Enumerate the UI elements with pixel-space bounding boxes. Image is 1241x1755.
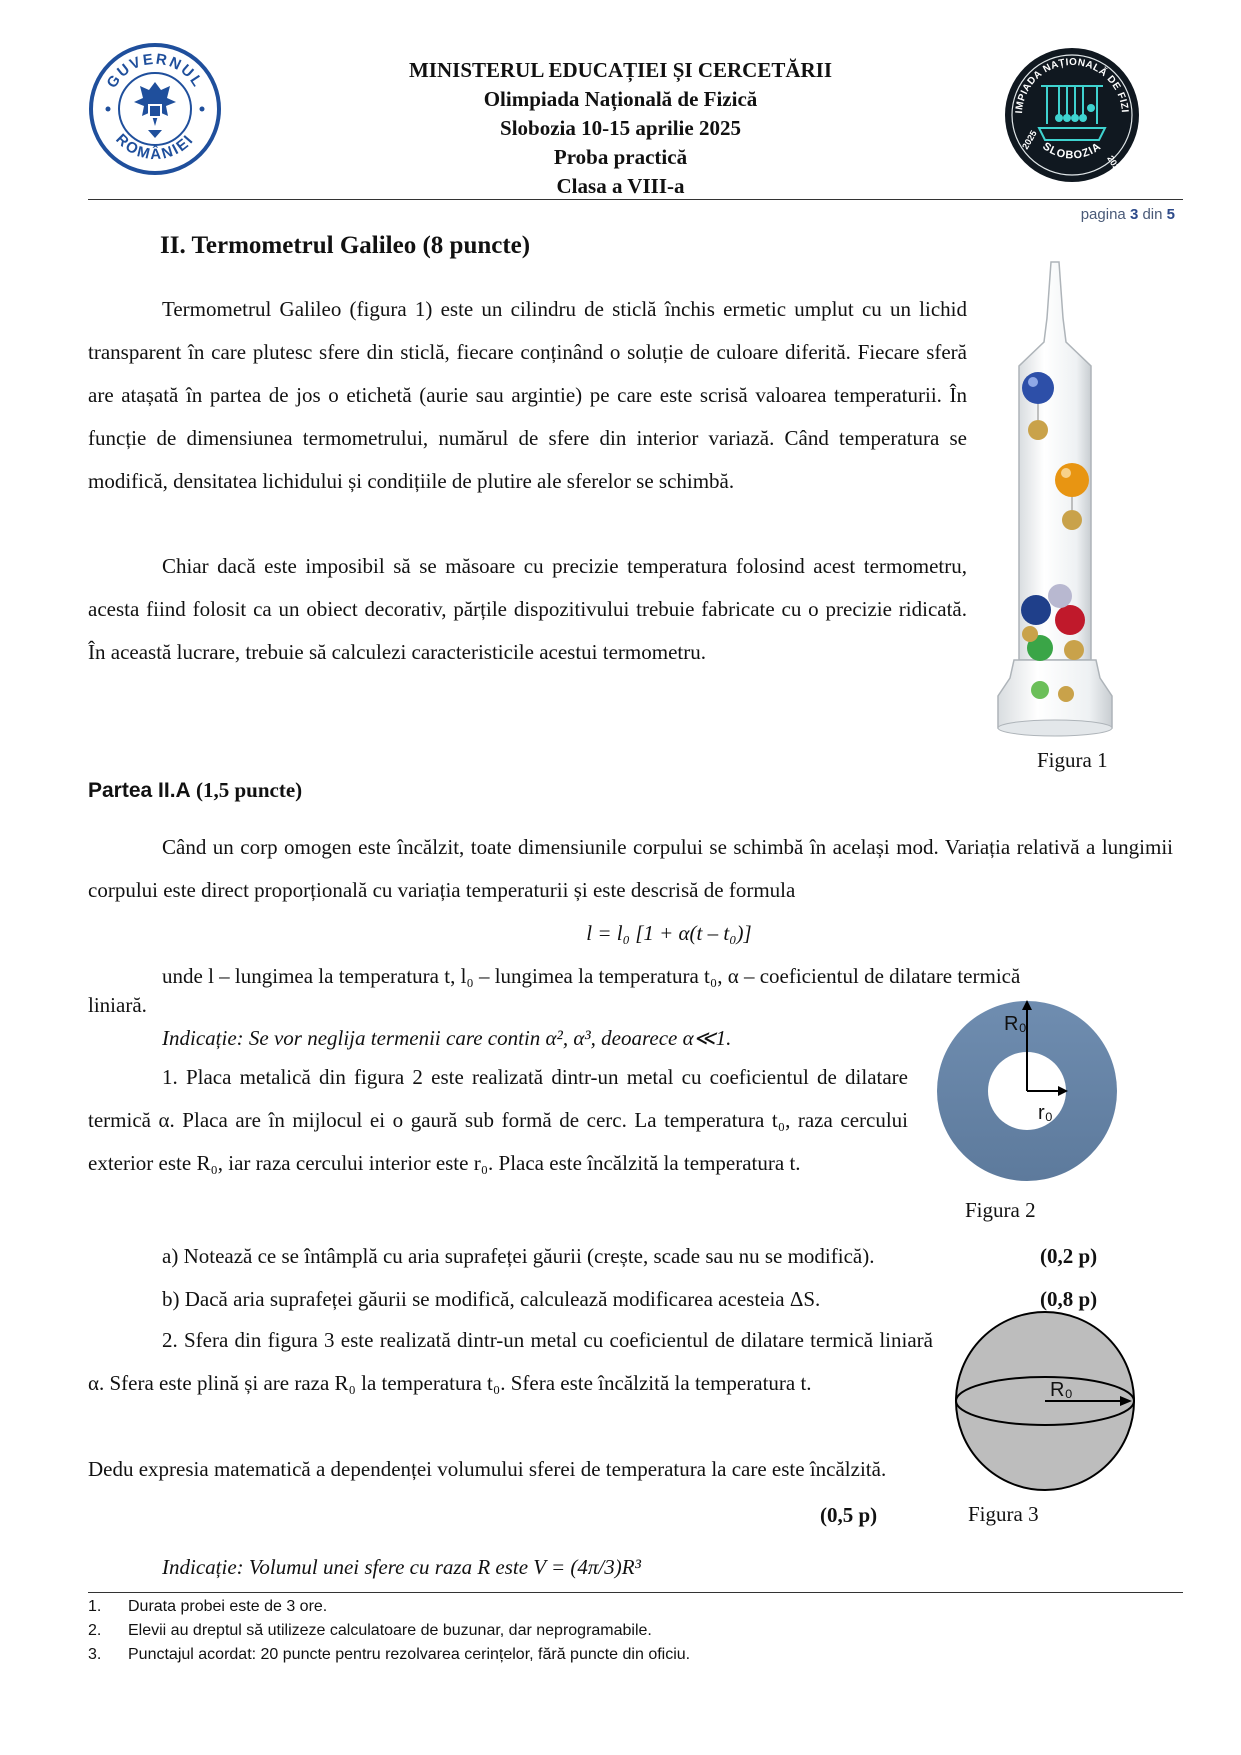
expansion-formula: l = l₀ [1 + α(t – t₀)] [586,921,752,945]
question-1-text: 1. Placa metalică din figura 2 este realizată dintr-un metal cu coeficientul de dilatare termică α. Placa are în mijlocul ei o gaură sub formă de cerc. La temperatura t₀, raza cercului exterior este R₀, iar raza cercului interior este r₀. Placa este încălzită la temperatura t. [88,1065,908,1175]
page-number: pagina 3 din 5 [1080,206,1175,223]
hint-1: Indicație: Se vor neglija termenii care contin α², α³, deoarece α≪1. [162,1026,732,1050]
question-1b: b) Dacă aria suprafeței găurii se modifică, calculează modificarea acesteia ΔS. [162,1287,821,1311]
svg-text:OLIMPIADA NAȚIONALĂ DE FIZICĂ: IMPIADA NAȚIONALĂ DE FIZI [1014,56,1130,114]
exam-type-heading: Proba practică [553,145,688,169]
question-1a: a) Notează ce se întâmplă cu aria suprafeței găurii (crește, scade sau nu se modifică). [162,1244,875,1268]
svg-text:r₀: r₀ [1038,1102,1053,1124]
svg-text:ROMÂNIEI: ROMÂNIEI [112,130,198,164]
svg-text:R₀: R₀ [1004,1013,1027,1035]
formula-legend-line-2: liniară. [88,993,147,1017]
figure-3-caption: Figura 3 [968,1502,1039,1526]
grade-heading: Clasa a VIII-a [556,174,685,198]
header-rule [88,199,1183,200]
hint-2: Indicație: Volumul unei sfere cu raza R este V = (4π/3)R³ [162,1555,641,1579]
ministry-heading: MINISTERUL EDUCAȚIEI ȘI CERCETĂRII [408,58,833,82]
sphere-figure [950,1306,1140,1496]
svg-text:GUVERNUL: GUVERNUL [103,50,207,92]
olympiad-logo [1003,46,1141,184]
section-title: II. Termometrul Galileo (8 puncte) [160,232,531,259]
galileo-thermometer-figure [980,258,1130,740]
footer-rule [88,1592,1183,1593]
question-2-points: (0,5 p) [820,1503,878,1527]
footnote-item: 2. Elevii au dreptul să utilizeze calculatoare de buzunar, dar neprogramabile. [88,1622,652,1639]
part-a-paragraph: Când un corp omogen este încălzit, toate dimensiunile corpului se schimbă în același mod. Variația relativă a lungimii corpului este direct proporțională cu variația temperaturii și este descrisă de formula [88,835,1173,902]
footnote-item: 1. Durata probei este de 3 ore. [88,1598,328,1615]
svg-text:2025: 2025 [1020,128,1039,151]
question-2-text: 2. Sfera din figura 3 este realizată dintr-un metal cu coeficientul de dilatare termică liniară α. Sfera este plină și are raza R₀ la temperatura t₀. Sfera este încălzită la temperatura t. [88,1328,933,1395]
footnote-item: 3. Punctajul acordat: 20 puncte pentru rezolvarea cerințelor, fără puncte din oficiu. [88,1646,691,1663]
svg-text:SLOBOZIA: SLOBOZIA [1040,140,1104,162]
question-2-text-2: Dedu expresia matematică a dependenței volumului sferei de temperatura la care este încălzită. [88,1457,887,1481]
svg-text:2025: 2025 [1105,153,1125,177]
formula-legend-line-1: unde l – lungimea la temperatura t, l₀ – lungimea la temperatura t₀, α – coeficientul de dilatare termică [162,964,1021,988]
part-a-title: Partea II.A (1,5 puncte) [88,778,303,802]
plate-with-hole-figure [932,996,1122,1186]
figure-1-caption: Figura 1 [1037,748,1108,772]
location-date-heading: Slobozia 10-15 aprilie 2025 [500,116,741,140]
figure-2-caption: Figura 2 [965,1198,1036,1222]
question-1a-points: (0,2 p) [1040,1244,1098,1268]
intro-paragraph-1: Termometrul Galileo (figura 1) este un cilindru de sticlă închis ermetic umplut cu un lichid transparent în care plutesc sfere din sticlă, fiecare conținând o soluție de culoare diferită. Fiecare sferă are atașată în partea de jos o etichetă (aurie sau argintie) pe care este scrisă valoarea temperaturii. În funcție de dimensiunea termometrului, numărul de sfere din interior variază. Când temperatura se modifică, densitatea lichidului și condițiile de plutire ale sferelor se schimbă. [88,297,967,493]
svg-text:R₀: R₀ [1050,1379,1073,1401]
footnotes [88,1595,690,1667]
intro-paragraph-2: Chiar dacă este imposibil să se măsoare cu precizie temperatura folosind acest termometru, acesta fiind folosit ca un obiect decorativ, părțile dispozitivului trebuie fabricate cu o precizie ridicată. În această lucrare, trebuie să calculezi caracteristicile acestui termometru. [88,554,967,664]
question-1b-points: (0,8 p) [1040,1287,1098,1311]
olympiad-heading: Olimpiada Națională de Fizică [483,87,758,111]
